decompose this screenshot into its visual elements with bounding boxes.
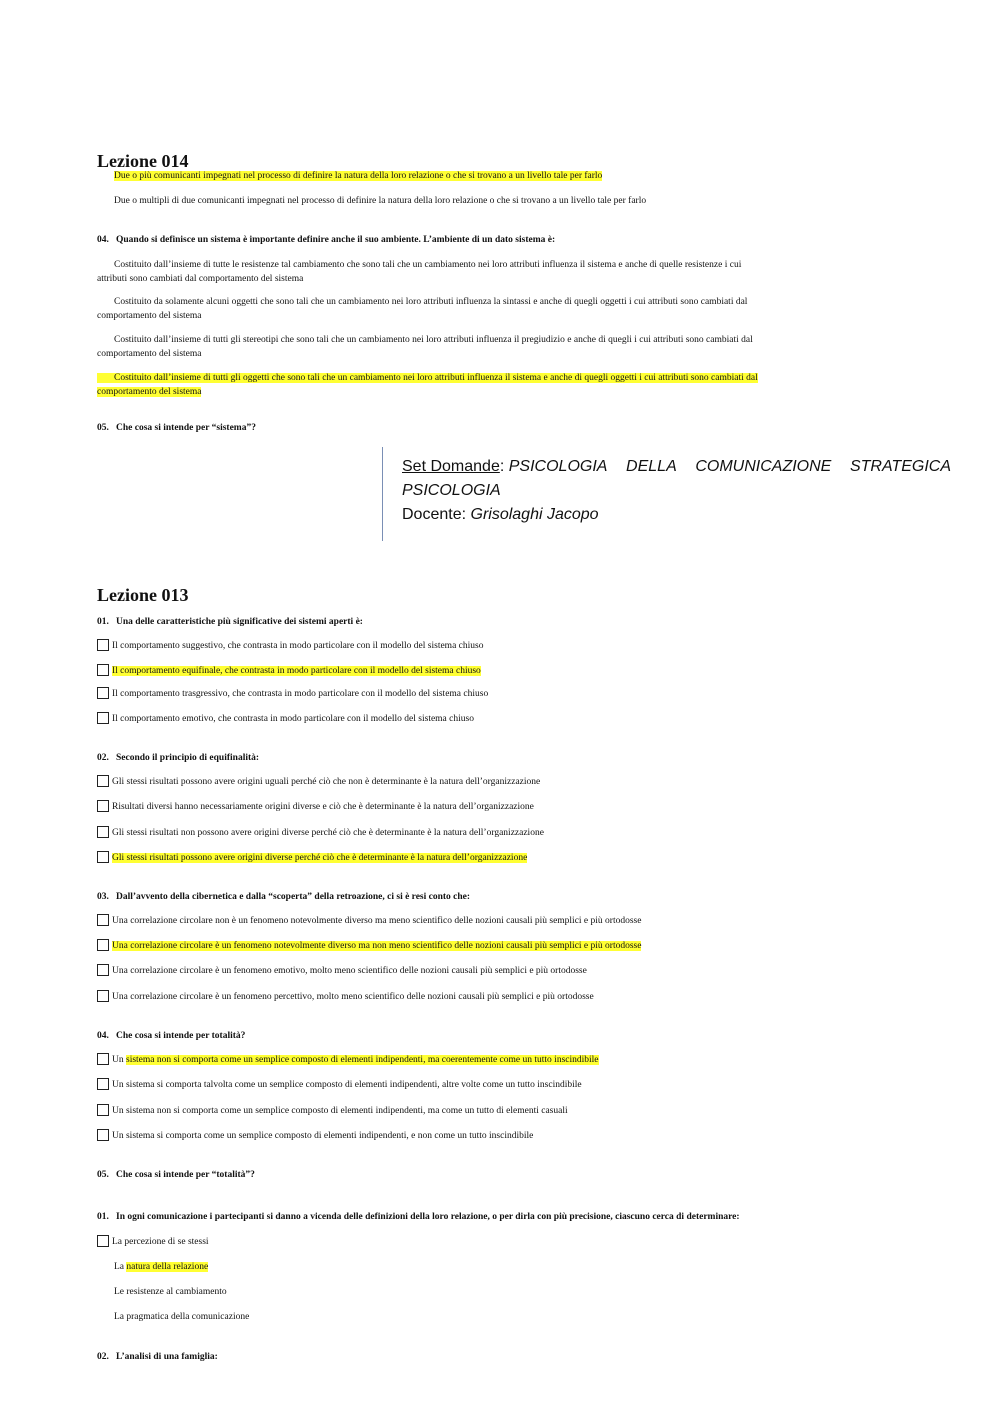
question-05: 05. Che cosa si intende per “totalità”?	[97, 1170, 255, 1180]
checkbox[interactable]	[97, 1053, 109, 1065]
answer-option[interactable]: Il comportamento suggestivo, che contrasta in modo particolare con il modello del sistema chiuso	[97, 640, 483, 652]
answer-option[interactable]: Una correlazione circolare è un fenomeno percettivo, molto meno scientifico delle nozioni causali più semplici e più ortodosse	[97, 991, 594, 1003]
checkbox[interactable]	[97, 639, 109, 651]
answer-option: Due o multipli di due comunicanti impegnati nel processo di definire la natura della loro relazione o che si trovano a un livello tale per farlo	[114, 196, 647, 206]
checkbox[interactable]	[97, 1078, 109, 1090]
checkbox[interactable]	[97, 851, 109, 863]
checkbox[interactable]	[97, 1104, 109, 1116]
answer-highlighted[interactable]: Una correlazione circolare è un fenomeno notevolmente diverso ma non meno scientifico delle nozioni causali più semplici e più ortodosse	[97, 940, 641, 952]
checkbox[interactable]	[97, 687, 109, 699]
checkbox[interactable]	[97, 1235, 109, 1247]
answer-option[interactable]: Gli stessi risultati possono avere origini uguali perché ciò che non è determinante è la natura dell’organizzazione	[97, 776, 540, 788]
checkbox[interactable]	[97, 775, 109, 787]
checkbox[interactable]	[97, 939, 109, 951]
answer-option[interactable]: La percezione di se stessi	[97, 1236, 209, 1248]
answer-option[interactable]: Un sistema non si comporta come un semplice composto di elementi indipendenti, ma come un tutto di elementi casuali	[97, 1105, 568, 1117]
answer-highlighted: La natura della relazione	[114, 1262, 209, 1272]
question-05: 05. Che cosa si intende per “sistema”?	[97, 423, 256, 433]
answer-option[interactable]: Un sistema si comporta come un semplice composto di elementi indipendenti, e non come un tutto inscindibile	[97, 1130, 533, 1142]
answer-option[interactable]: Risultati diversi hanno necessariamente origini diverse e ciò che è determinante è la natura dell’organizzazione	[97, 801, 534, 813]
checkbox[interactable]	[97, 1129, 109, 1141]
answer-option[interactable]: Una correlazione circolare è un fenomeno emotivo, molto meno scientifico delle nozioni causali più semplici e più ortodosse	[97, 965, 587, 977]
question-02b: 02. L’analisi di una famiglia:	[97, 1352, 218, 1362]
answer-option[interactable]: Il comportamento emotivo, che contrasta in modo particolare con il modello del sistema chiuso	[97, 713, 474, 725]
checkbox[interactable]	[97, 914, 109, 926]
answer-option[interactable]: Gli stessi risultati non possono avere origini diverse perché ciò che è determinante è la natura dell’organizzazione	[97, 827, 544, 839]
lesson-013-title: Lezione 013	[97, 585, 189, 605]
answer-option[interactable]: Il comportamento trasgressivo, che contrasta in modo particolare con il modello del sistema chiuso	[97, 688, 488, 700]
set-domande-value-2: PSICOLOGIA	[402, 482, 501, 499]
docente-line: Docente: Grisolaghi Jacopo	[402, 506, 599, 523]
checkbox[interactable]	[97, 964, 109, 976]
answer-option: Costituito dall’insieme di tutti gli stereotipi che sono tali che un cambiamento nei loro attributi influenza il pregiudizio e anche di quegli i cui attributi sono cambiati dal comportamento del sistema	[97, 335, 753, 359]
set-domande-line: Set Domande: PSICOLOGIA DELLA COMUNICAZIONE STRATEGICA	[402, 458, 951, 475]
checkbox[interactable]	[97, 712, 109, 724]
question-01: 01. Una delle caratteristiche più significative dei sistemi aperti è:	[97, 617, 363, 627]
question-04: 04. Che cosa si intende per totalità?	[97, 1031, 246, 1041]
answer-option[interactable]: Una correlazione circolare non è un fenomeno notevolmente diverso ma meno scientifico delle nozioni causali più semplici e più ortodosse	[97, 915, 641, 927]
info-box	[382, 447, 951, 541]
answer-highlighted: Due o più comunicanti impegnati nel processo di definire la natura della loro relazione o che si trovano a un livello tale per farlo	[114, 171, 603, 181]
answer-option: Le resistenze al cambiamento	[114, 1287, 227, 1297]
answer-option: Costituito da solamente alcuni oggetti che sono tali che un cambiamento nei loro attributi influenza la sintassi e anche di quegli oggetti i cui attributi sono cambiati dal comportamento del sistema	[97, 297, 748, 321]
checkbox[interactable]	[97, 800, 109, 812]
answer-highlighted: Costituito dall’insieme di tutti gli oggetti che sono tali che un cambiamento nei loro attributi influenza il sistema e anche di quegli oggetti i cui attributi sono cambiati dal comportamento del sistema	[97, 373, 758, 397]
checkbox[interactable]	[97, 990, 109, 1002]
answer-highlighted[interactable]: Il comportamento equifinale, che contrasta in modo particolare con il modello del sistema chiuso	[97, 665, 481, 677]
question-02: 02. Secondo il principio di equifinalità:	[97, 753, 260, 763]
answer-option[interactable]: Un sistema si comporta talvolta come un semplice composto di elementi indipendenti, altre volte come un tutto inscindibile	[97, 1079, 582, 1091]
checkbox[interactable]	[97, 664, 109, 676]
answer-option: La pragmatica della comunicazione	[114, 1312, 250, 1322]
answer-highlighted[interactable]: Gli stessi risultati possono avere origini diverse perché ciò che è determinante è la natura dell’organizzazione	[97, 852, 527, 864]
checkbox[interactable]	[97, 826, 109, 838]
lesson-014-title: Lezione 014	[97, 151, 189, 171]
question-01b: 01. In ogni comunicazione i partecipanti si danno a vicenda delle definizioni della loro relazione, o per dirla con più precisione, ciascuno cerca di determinare:	[97, 1212, 740, 1222]
question-03: 03. Dall’avvento della cibernetica e dalla “scoperta” della retroazione, ci si è resi conto che:	[97, 892, 471, 902]
answer-option: Costituito dall’insieme di tutte le resistenze tal cambiamento che sono tali che un cambiamento nei loro attributi influenza il sistema e anche di quelle resistenze i cui attributi sono cambiati dal comportamento del sistema	[97, 260, 742, 284]
answer-highlighted[interactable]: Un sistema non si comporta come un semplice composto di elementi indipendenti, ma coerentemente come un tutto inscindibile	[97, 1054, 599, 1066]
question-04: 04. Quando si definisce un sistema è importante definire anche il suo ambiente. L’ambiente di un dato sistema è:	[97, 235, 556, 245]
